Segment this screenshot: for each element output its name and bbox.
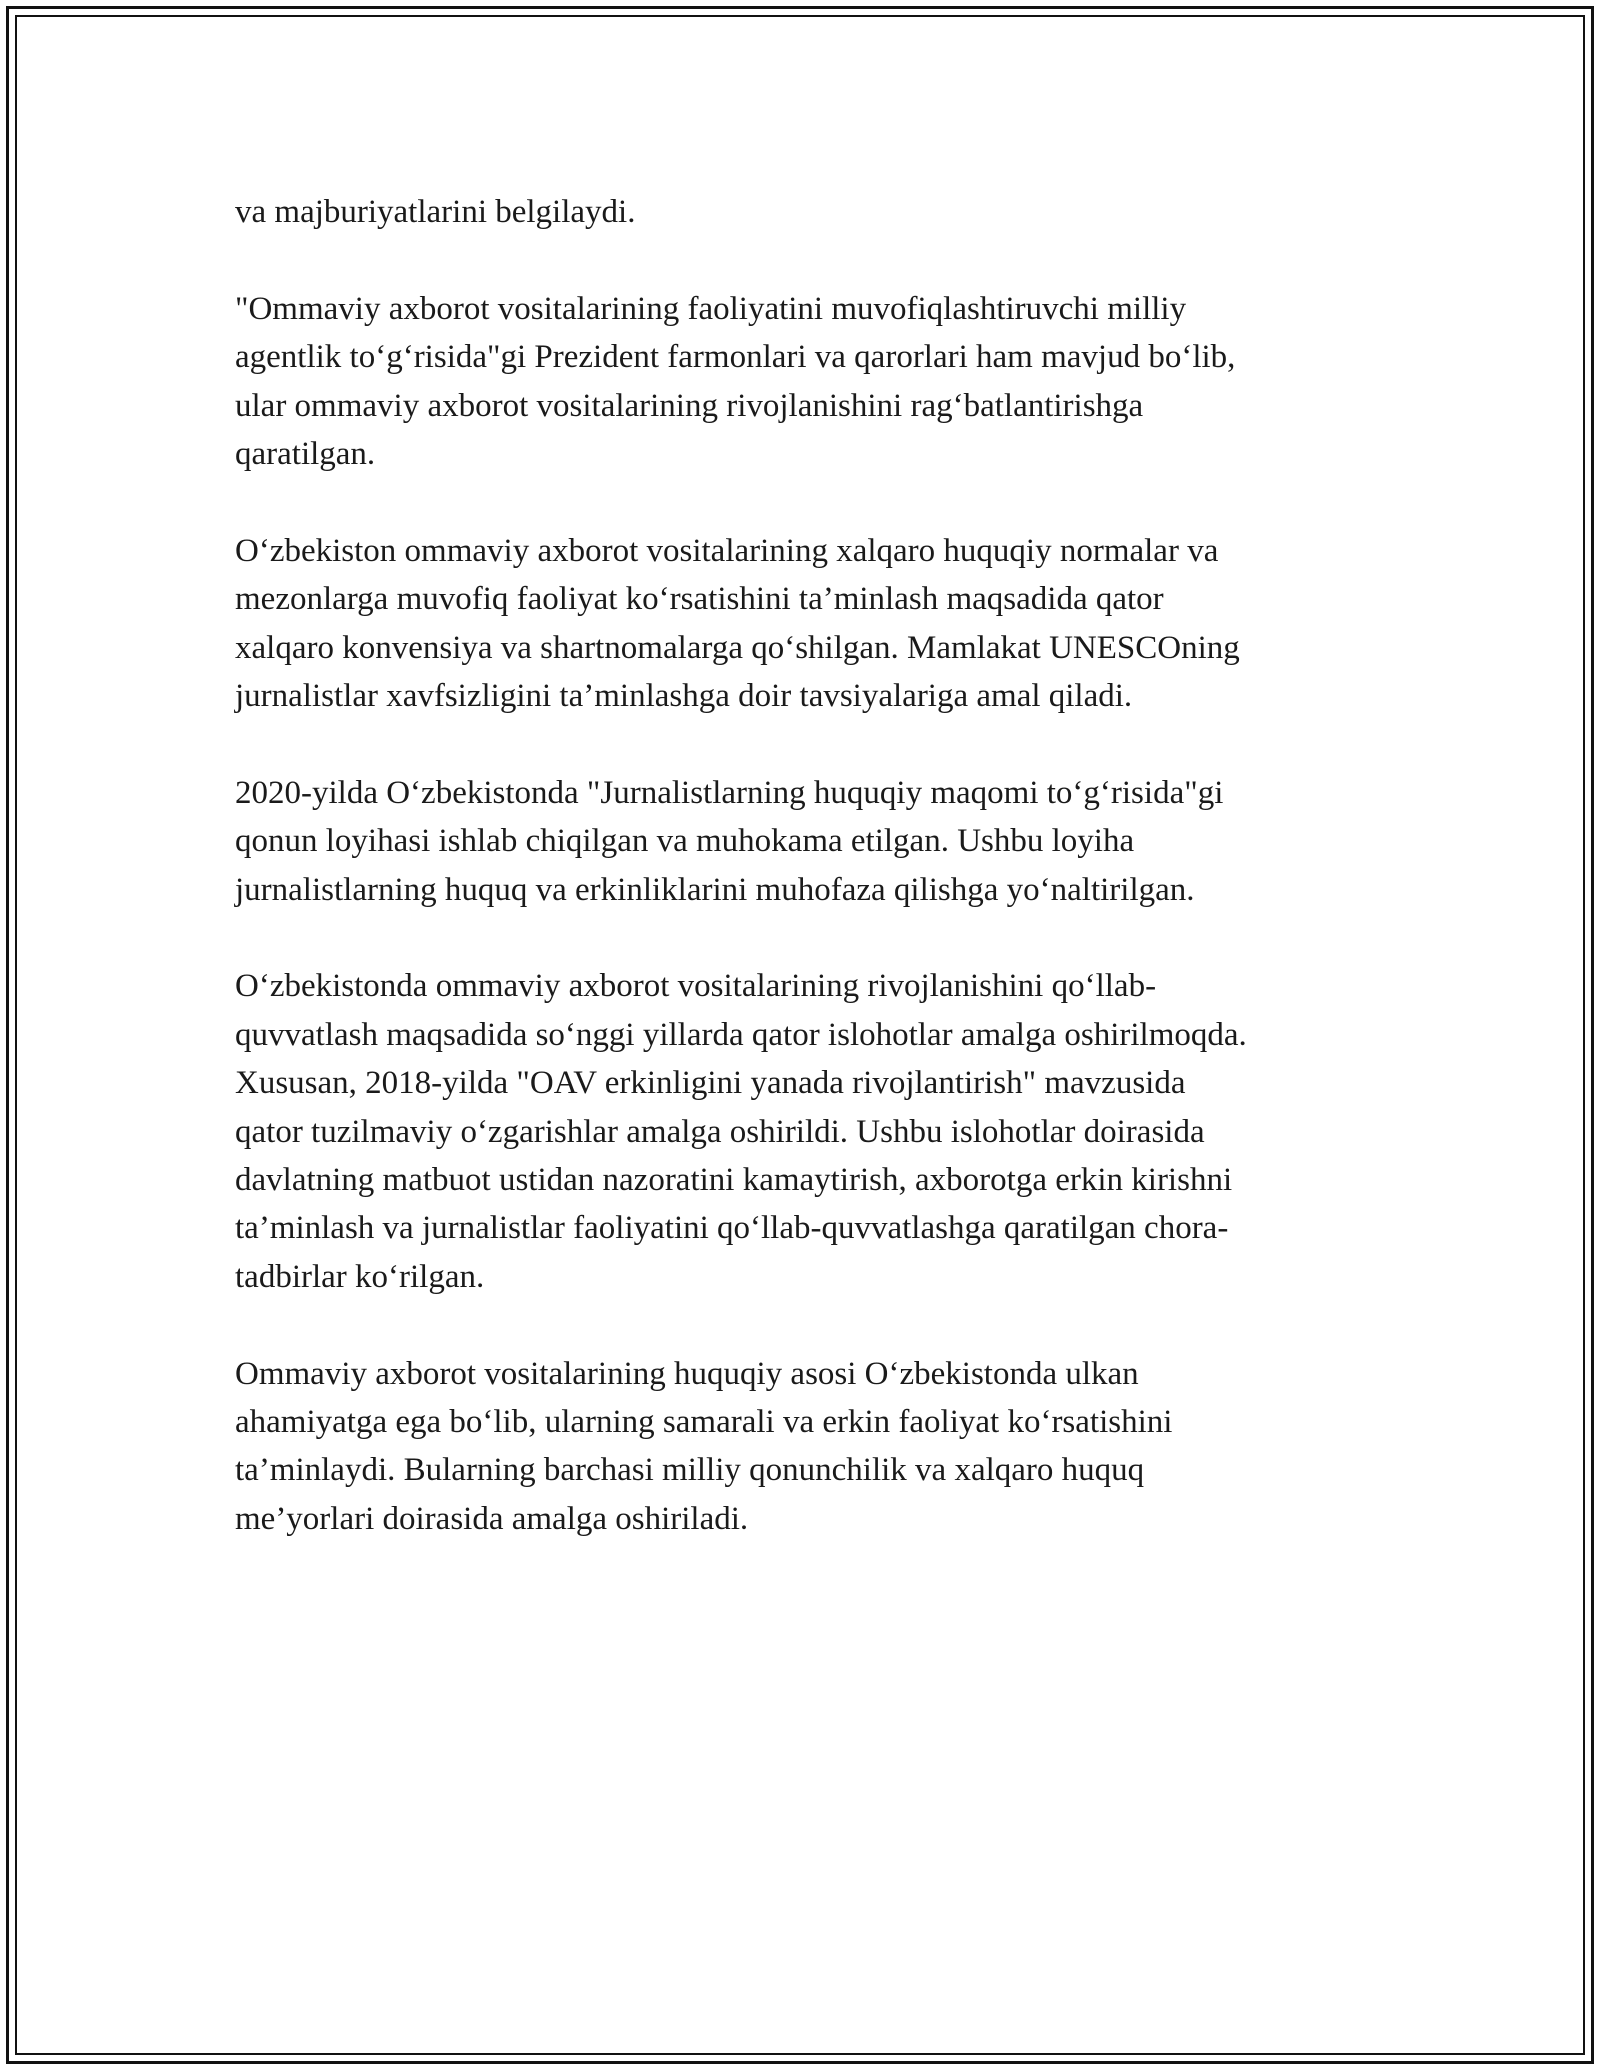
text-line: O‘zbekistonda ommaviy axborot vositalarining rivojlanishini qo‘llab- [235, 968, 1157, 1005]
text-line: tadbirlar ko‘rilgan. [235, 1258, 485, 1295]
text-line: 2020-yilda O‘zbekistonda "Jurnalistlarning huquqiy maqomi to‘g‘risida"gi [235, 774, 1224, 811]
text-line: xalqaro konvensiya va shartnomalarga qo‘shilgan. Mamlakat UNESCOning [235, 629, 1240, 666]
text-line: davlatning matbuot ustidan nazoratini kamaytirish, axborotga erkin kirishni [235, 1162, 1233, 1199]
text-line: ta’minlash va jurnalistlar faoliyatini qo‘llab-quvvatlashga qaratilgan chora- [235, 1210, 1229, 1247]
paragraph-4 [235, 769, 1375, 914]
text-line: ta’minlaydi. Bularning barchasi milliy qonunchilik va xalqaro huquq [235, 1452, 1145, 1489]
text-line: ular ommaviy axborot vositalarining rivojlanishini rag‘batlantirishga [235, 387, 1144, 424]
text-line: quvvatlash maqsadida so‘nggi yillarda qator islohotlar amalga oshirilmoqda. [235, 1016, 1247, 1053]
text-line: "Ommaviy axborot vositalarining faoliyatini muvofiqlashtiruvchi milliy [235, 290, 1187, 327]
text-line: va majburiyatlarini belgilaydi. [235, 194, 636, 230]
text-line: qaratilgan. [235, 436, 376, 473]
text-line: agentlik to‘g‘risida"gi Prezident farmonlari va qarorlari ham mavjud bo‘lib, [235, 339, 1236, 376]
paragraph-2 [235, 285, 1375, 479]
paragraph-1 [235, 188, 1375, 236]
paragraph-5 [235, 962, 1375, 1301]
text-line: jurnalistlar xavfsizligini ta’minlashga doir tavsiyalariga amal qiladi. [235, 678, 1133, 715]
text-line: qonun loyihasi ishlab chiqilgan va muhokama etilgan. Ushbu loyiha [235, 823, 1135, 860]
text-line: Ommaviy axborot vositalarining huquqiy asosi O‘zbekistonda ulkan [235, 1355, 1139, 1392]
text-line: me’yorlari doirasida amalga oshiriladi. [235, 1500, 749, 1537]
paragraph-6 [235, 1350, 1375, 1544]
paragraph-3 [235, 527, 1375, 721]
document-body [235, 188, 1375, 1592]
text-line: jurnalistlarning huquq va erkinliklarini muhofaza qilishga yo‘naltirilgan. [235, 871, 1195, 908]
text-line: ahamiyatga ega bo‘lib, ularning samarali va erkin faoliyat ko‘rsatishini [235, 1404, 1173, 1441]
text-line: Xususan, 2018-yilda "OAV erkinligini yanada rivojlantirish" mavzusida [235, 1065, 1186, 1102]
text-line: qator tuzilmaviy o‘zgarishlar amalga oshirildi. Ushbu islohotlar doirasida [235, 1113, 1205, 1150]
text-line: mezonlarga muvofiq faoliyat ko‘rsatishini ta’minlash maqsadida qator [235, 581, 1164, 618]
text-line: O‘zbekiston ommaviy axborot vositalarining xalqaro huquqiy normalar va [235, 532, 1219, 569]
